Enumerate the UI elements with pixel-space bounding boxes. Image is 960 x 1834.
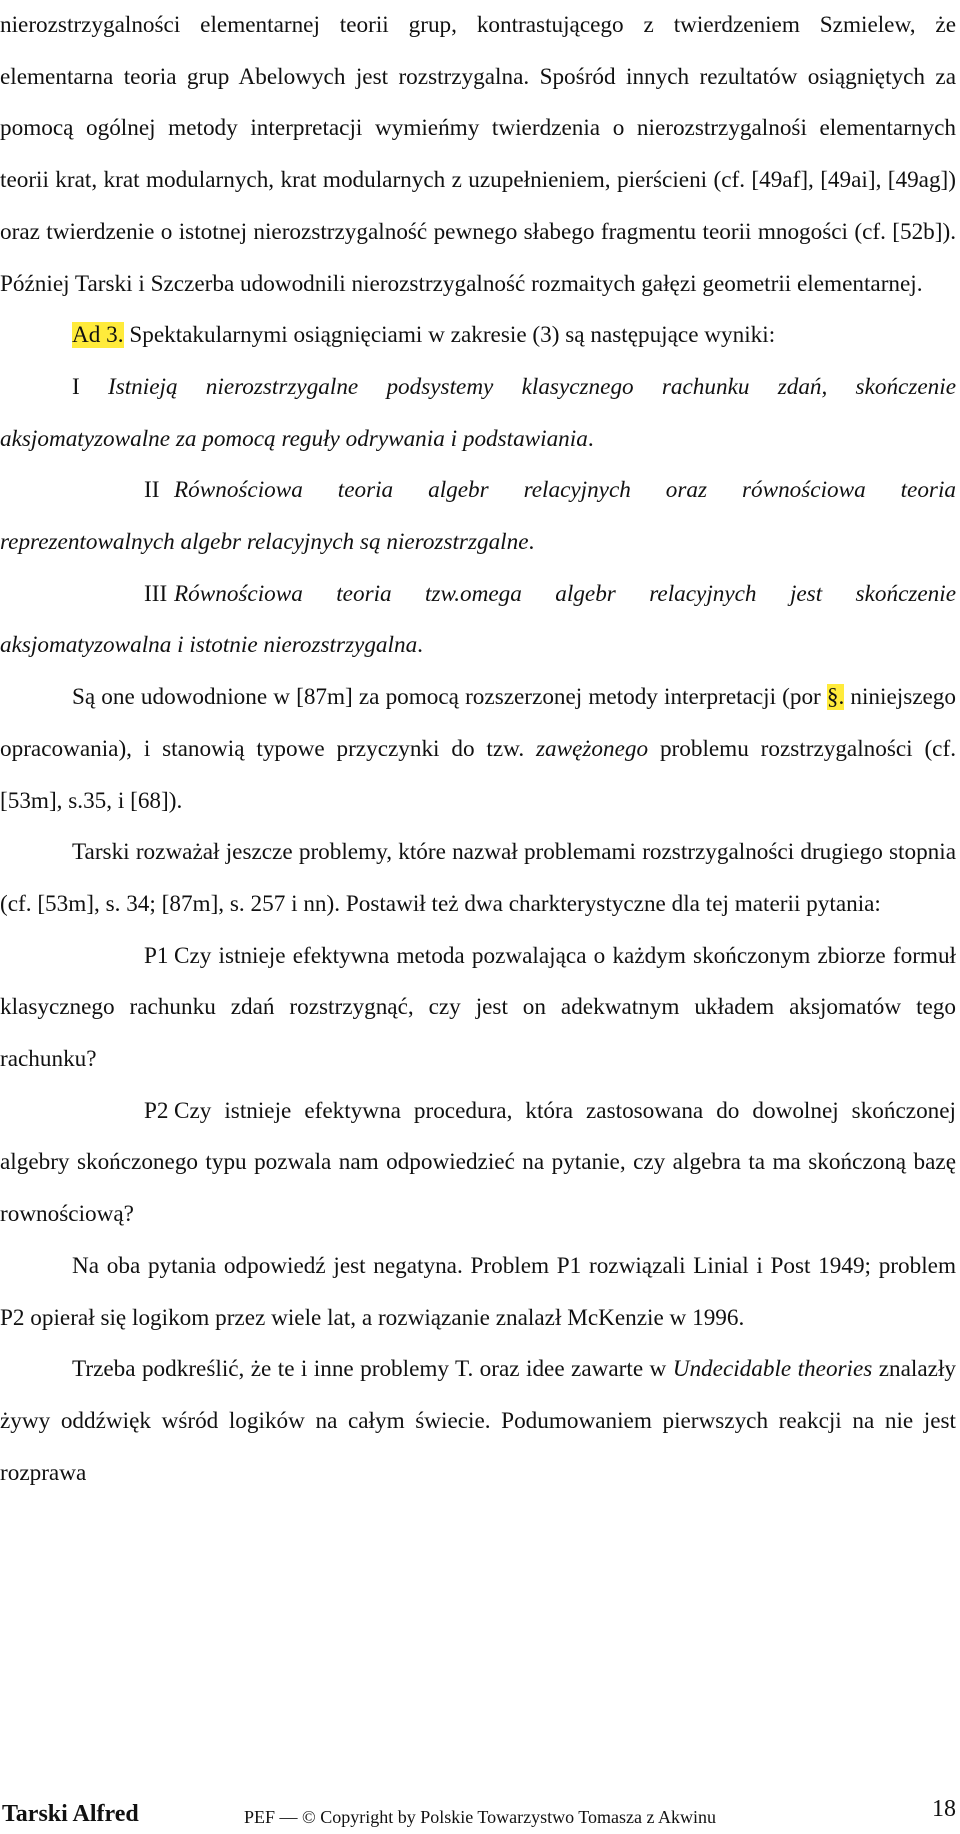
paragraph-answers: Na oba pytania odpowiedź jest negatyna. Problem P1 rozwiązali Linial i Post 1949; problem P2 opierał się logikom przez wiele lat, a rozwiązanie znalazł McKenzie w 1996. <box>0 1252 956 1331</box>
paragraph-proof-method <box>0 672 956 827</box>
result-1-label: I <box>72 373 80 400</box>
paragraph-undecidability-results: nierozstrzygalności elementarnej teorii grup, kontrastującego z twierdzeniem Szmielew, że elementarna teoria grup Abelowych jest rozstrzygalna. Spośród innych rezultatów osiągniętych za pomocą ogólnej metody interpretacji wymieńmy twierdzenia o nierozstrzygalnośi elementarnych teorii krat, krat modularnych, krat modularnych z uzupełnieniem, pierścieni (cf. [49af], [49ai], [49ag]) oraz twierdzenie o istotnej nierozstrzygalność pewnego słabego fragmentu teorii mnogości (cf. [52b]). Później Tarski i Szczerba udowodnili nierozstrzygalność rozmaitych gałęzi geometrii elementarnej. <box>0 12 956 297</box>
emphasis-text-before: Trzeba podkreślić, że te i inne problemy T. oraz idee zawarte w <box>72 1356 673 1383</box>
result-2-text: Równościowa teoria algebr relacyjnych oraz równościowa teoria reprezentowalnych algebr relacyjnych są nierozstrzgalne <box>0 477 956 556</box>
emphasis-text-after: znalazły żywy oddźwięk wśród logików na całym świecie. Podumowaniem pierwszych reakcji na nie jest rozprawa <box>0 1356 956 1486</box>
result-2-end: . <box>528 529 535 556</box>
proof-text-italic: zawężonego <box>536 735 649 762</box>
result-3-text: Równościowa teoria tzw.omega algebr relacyjnych jest skończenie aksjomatyzowalna i istotnie nierozstrzygalna <box>0 580 956 659</box>
proof-text-after: problemu rozstrzygalności (cf. [53m], s.35, i [68]). <box>0 735 956 814</box>
question-p1-label: P1 <box>144 942 169 969</box>
paragraph-ad3 <box>0 310 956 362</box>
proof-text-middle: niniejszego opracowania), i stanowią typowe przyczynki do tzw. <box>0 684 956 762</box>
section-mark: §. <box>826 684 845 711</box>
proof-text-before: Są one udowodnione w [87m] za pomocą rozszerzonej metody interpretacji (por <box>72 684 827 711</box>
paragraph-second-degree: Tarski rozważał jeszcze problemy, które nazwał problemami rozstrzygalności drugiego stopnia (cf. [53m], s. 34; [87m], s. 257 i nn). Postawił też dwa charkterystyczne dla tej materii pytania: <box>0 839 956 917</box>
result-3-end: . <box>417 632 423 659</box>
result-1-text: Istnieją nierozstrzygalne podsystemy klasycznego rachunku zdań, skończenie aksjomatyzowalne za pomocą reguły odrywania i podstawiania <box>0 373 956 452</box>
result-3 <box>0 569 956 672</box>
question-p1-text: Czy istnieje efektywna metoda pozwalająca o każdym skończonym zbiorze formuł klasycznego rachunku zdań rozstrzygnąć, czy jest on adekwatnym układem aksjomatów tego rachunku? <box>0 942 956 1073</box>
ad3-label: Ad 3. <box>72 322 124 349</box>
result-2-label: II <box>144 477 160 504</box>
book-title: Undecidable theories <box>672 1356 873 1383</box>
result-2 <box>0 465 956 568</box>
question-p1 <box>0 931 956 1086</box>
page-footer <box>0 1796 960 1834</box>
ad3-text: Spektakularnymi osiągnięciami w zakresie (3) są następujące wyniki: <box>123 322 776 349</box>
question-p2-text: Czy istnieje efektywna procedura, która zastosowana do dowolnej skończonej algebry skończonego typu pozwala nam odpowiedzieć na pytanie, czy algebra ta ma skończoną bazę rownościową? <box>0 1097 956 1228</box>
result-1 <box>0 362 956 465</box>
result-1-end: . <box>587 425 594 452</box>
footer-copyright: PEF — © Copyright by Polskie Towarzystwo Tomasza z Akwinu <box>244 1807 716 1827</box>
paragraph-emphasis <box>0 1344 956 1499</box>
question-p2-label: P2 <box>144 1097 169 1124</box>
question-p2 <box>0 1086 956 1241</box>
footer-author: Tarski Alfred <box>2 1801 139 1827</box>
page-number: 18 <box>932 1796 956 1822</box>
result-3-label: III <box>144 580 168 607</box>
